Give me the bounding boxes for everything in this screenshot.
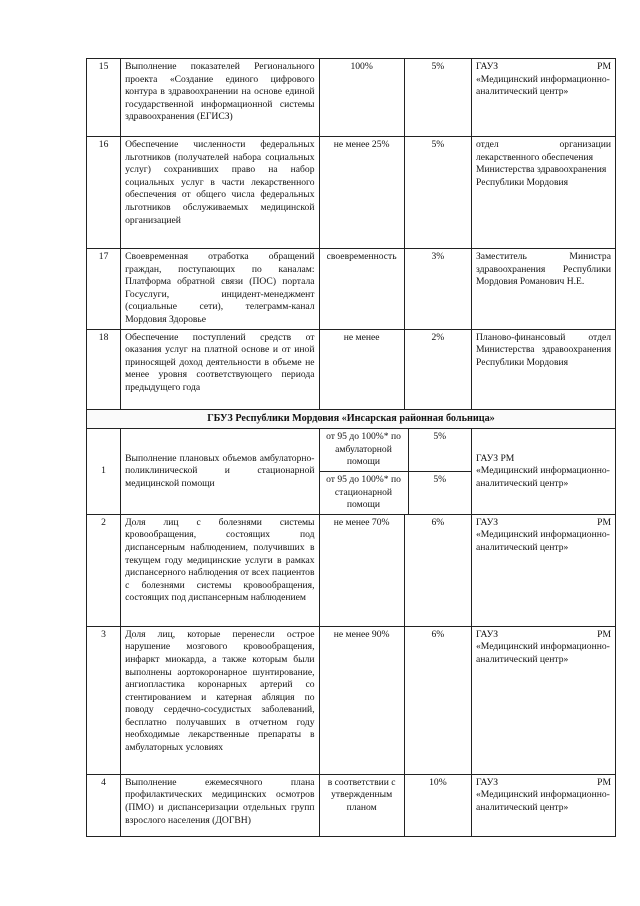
section-title: ГБУЗ Республики Мордовия «Инсарская районная больница» — [87, 409, 616, 429]
table-row — [87, 249, 616, 330]
row-number: 17 — [87, 249, 121, 330]
indicator-text: Выполнение плановых объемов амбулаторно-поликлинической и стационарной медицинской помощи — [121, 429, 319, 515]
target-value-outpatient: от 95 до 100%* по амбулаторной помощи — [320, 429, 409, 471]
indicator-text: Доля лиц с болезнями системы кровообращения, состоящих под диспансерным наблюдением, получивших в текущем году медицинские услуги в рамках диспансерного наблюдения от всех пациентов с болезнями системы кровообращения, состоящих под диспансерным наблюдением — [121, 514, 319, 626]
responsible-org: ГАУЗ — [476, 776, 499, 788]
row-number: 15 — [87, 59, 121, 137]
row-number: 1 — [87, 429, 121, 515]
section-row — [87, 409, 616, 429]
indicator-text: Доля лиц, которые перенесли острое нарушение мозгового кровообращения, инфаркт миокарда, а также которым были выполнены аортокоронарное шунтирование, ангиопластика коронарных артерий со стентированием и катерная абляция по поводу сердечно-сосудистых заболеваний, бесплатно получавших в отчетном году необходимые лекарственные препараты в амбулаторных условиях — [121, 626, 319, 774]
responsible-region: РМ — [597, 628, 611, 640]
responsible-region: организации — [559, 139, 611, 150]
target-value: 100% — [319, 59, 404, 137]
target-value: не менее — [319, 329, 404, 409]
weight-value: 6% — [404, 626, 471, 774]
weight-value: 2% — [404, 329, 471, 409]
target-value-inpatient: от 95 до 100%* по стационарной помощи — [320, 471, 409, 513]
row-number: 4 — [87, 774, 121, 836]
target-value: своевременность — [319, 249, 404, 330]
responsible-cell — [472, 626, 616, 774]
responsible-region: РМ — [597, 776, 611, 788]
weight-value: 5% — [404, 137, 471, 249]
table-row — [87, 429, 616, 515]
responsible-text: «Медицинский информационно-аналитический центр» — [476, 73, 610, 98]
table-row — [87, 774, 616, 836]
responsible-cell — [472, 514, 616, 626]
indicator-text: Обеспечение численности федеральных льготников (получателей набора социальных услуг) сохранивших право на набор социальных услуг в части лекарственного обеспечения от общего числа федеральных льготников обслуживаемых медицинской организацией — [121, 137, 319, 249]
responsible-text: «Медицинский информационно-аналитический центр» — [476, 789, 610, 813]
weight-value-outpatient: 5% — [408, 429, 471, 471]
indicator-text: Выполнение ежемесячного плана профилактических медицинских осмотров (ПМО) и диспансеризации отдельных групп взрослого населения (ДОГВН) — [121, 774, 319, 836]
table-row — [87, 514, 616, 626]
indicator-text: Обеспечение поступлений средств от оказания услуг на платной основе и от иной приносящей доход деятельности в объеме не менее уровня соответствующего периода предыдущего года — [121, 329, 319, 409]
target-value: не менее 25% — [319, 137, 404, 249]
target-value: не менее 70% — [319, 514, 404, 626]
row-number: 18 — [87, 329, 121, 409]
responsible-org: ГАУЗ — [476, 61, 499, 72]
weight-value-inpatient: 5% — [433, 473, 447, 485]
indicator-text: Своевременная отработка обращений граждан, поступающих по каналам: Платформа обратной связи (ПОС) портала Госуслуги, инцидент-менеджмент (социальные сети), телеграмм-канал Мордовия Здоровье — [121, 249, 319, 330]
responsible-org: отдел — [476, 139, 499, 150]
responsible-text: «Медицинский информационно-аналитический центр» — [476, 465, 610, 489]
table-row — [87, 329, 616, 409]
split-values — [319, 429, 472, 515]
responsible-org: ГАУЗ РМ — [476, 452, 515, 464]
row-number: 3 — [87, 626, 121, 774]
indicator-text: Выполнение показателей Регионального проекта «Создание единого цифрового контура в здравоохранении на основе единой государственной информационной системы здравоохранения (ЕГИСЗ) — [121, 59, 319, 137]
table-row — [87, 626, 616, 774]
responsible-cell — [472, 59, 616, 137]
responsible-text: Планово-финансовый отдел Министерства здравоохранения Республики Мордовия — [472, 329, 616, 409]
indicators-table — [86, 58, 616, 837]
row-number: 16 — [87, 137, 121, 249]
responsible-text: Заместитель Министра здравоохранения Республики Мордовия Романович Н.Е. — [472, 249, 616, 330]
table-row — [87, 59, 616, 137]
weight-value: 10% — [404, 774, 471, 836]
weight-value: 3% — [404, 249, 471, 330]
weight-value: 5% — [404, 59, 471, 137]
responsible-text: «Медицинский информационно-аналитический центр» — [476, 529, 610, 553]
weight-value: 6% — [404, 514, 471, 626]
responsible-org: ГАУЗ — [476, 516, 499, 528]
responsible-region: РМ — [597, 61, 611, 72]
responsible-cell — [472, 774, 616, 836]
responsible-cell — [472, 429, 616, 515]
responsible-org: ГАУЗ — [476, 628, 499, 640]
responsible-region: РМ — [597, 516, 611, 528]
target-value: не менее 90% — [319, 626, 404, 774]
responsible-text: лекарственного обеспечения Министерства здравоохранения Республики Мордовия — [476, 151, 607, 188]
table-row — [87, 137, 616, 249]
responsible-text: «Медицинский информационно-аналитический центр» — [476, 641, 610, 665]
target-value: в соответствии с утвержденным планом — [319, 774, 404, 836]
row-number: 2 — [87, 514, 121, 626]
responsible-cell — [472, 137, 616, 249]
